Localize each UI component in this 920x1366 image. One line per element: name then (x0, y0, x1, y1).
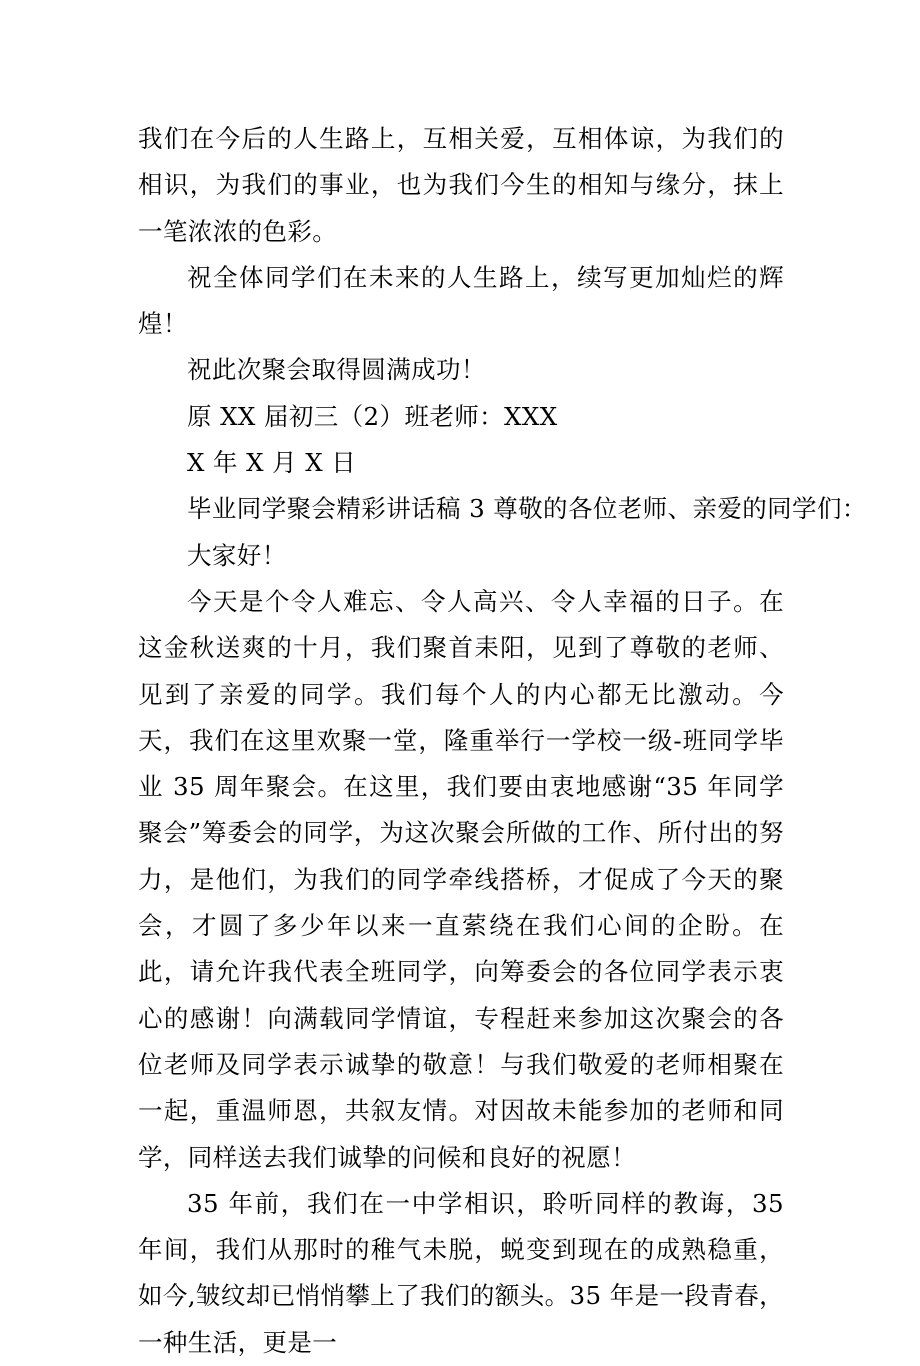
paragraph-35-years: 35 年前，我们在一中学相识，聆听同样的教诲，35 年间，我们从那时的稚气未脱，蜕变到现在的成熟稳重，如今,皱纹却已悄悄攀上了我们的额头。35 年是一段青春，一种生活，更是一 (138, 1188, 784, 1357)
paragraph-blessing-future: 祝全体同学们在未来的人生路上，续写更加灿烂的辉煌！ (138, 262, 784, 339)
paragraph-closing-wish: 我们在今后的人生路上，互相关爱，互相体谅，为我们的相识，为我们的事业，也为我们今生的相知与缘分，抹上一笔浓浓的色彩。 (138, 124, 784, 246)
speech-3-heading: 毕业同学聚会精彩讲话稿 3 尊敬的各位老师、亲爱的同学们： (187, 494, 867, 524)
signature-teacher: 原 XX 届初三（2）班老师：XXX (187, 401, 558, 431)
paragraph-reunion-intro: 今天是个令人难忘、令人高兴、令人幸福的日子。在这金秋送爽的十月，我们聚首耒阳，见到了尊敬的老师、见到了亲爱的同学。我们每个人的内心都无比激动。今天，我们在这里欢聚一堂，隆重举行一学校一级-班同学毕业 35 周年聚会。在这里，我们要由衷地感谢“35 年同学聚会”筹委会的同学，为这次聚会所做的工作、所付出的努力，是他们，为我们的同学牵线搭桥，才促成了今天的聚会，才圆了多少年以来一直萦绕在我们心间的企盼。在此，请允许我代表全班同学，向筹委会的各位同学表示衷心的感谢！向满载同学情谊，专程赶来参加这次聚会的各位老师及同学表示诚挚的敬意！与我们敬爱的老师相聚在一起，重温师恩，共叙友情。对因故未能参加的老师和同学，同样送去我们诚挚的问候和良好的祝愿！ (138, 586, 784, 1172)
signature-date: X 年 X 月 X 日 (187, 448, 357, 478)
greeting: 大家好！ (187, 540, 287, 570)
document-body (138, 116, 867, 1366)
paragraph-blessing-success: 祝此次聚会取得圆满成功！ (187, 355, 486, 385)
